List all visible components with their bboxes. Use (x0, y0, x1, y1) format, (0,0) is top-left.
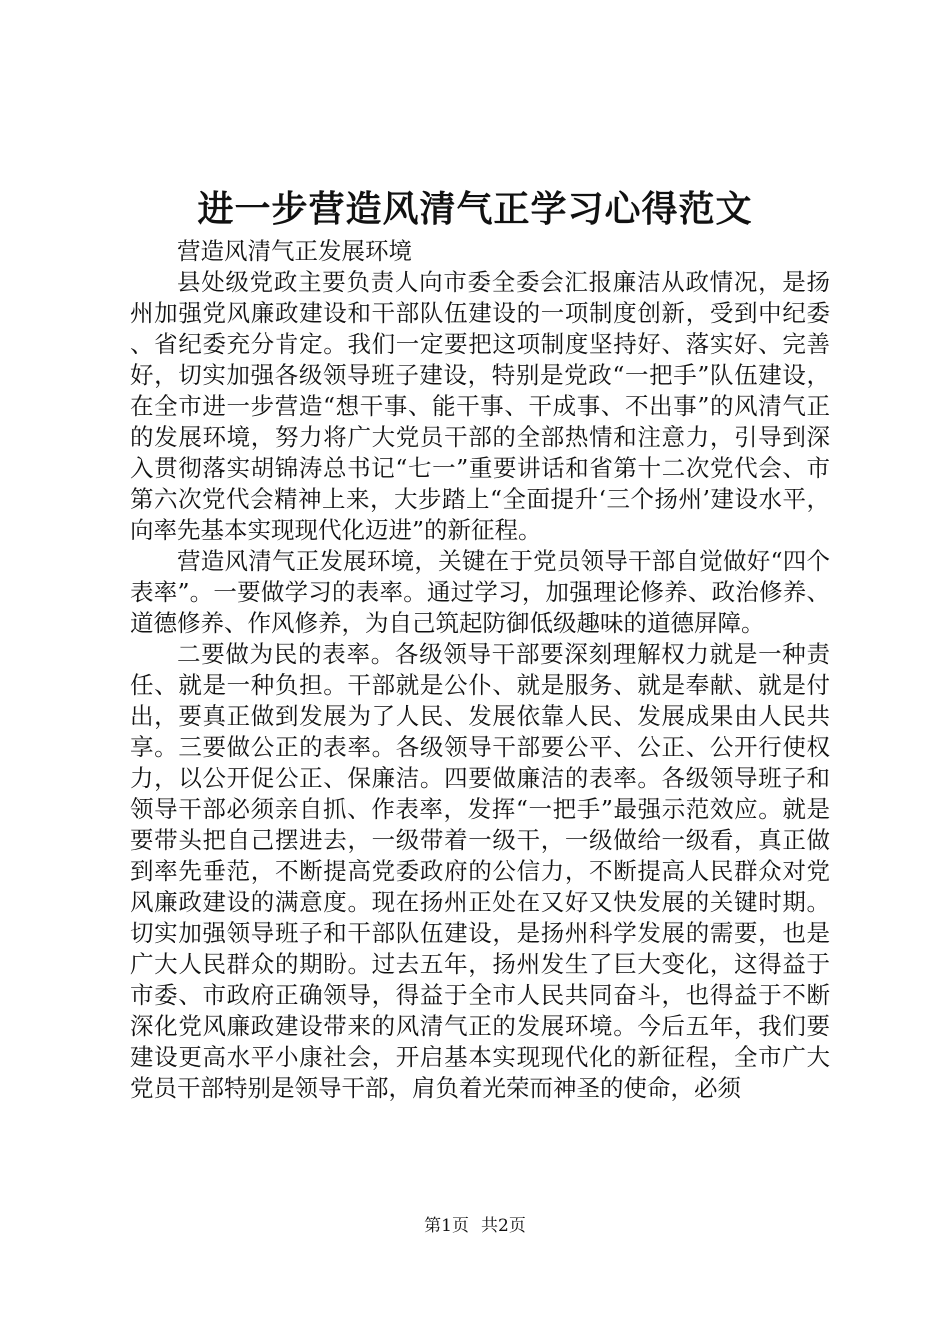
body-paragraph: 县处级党政主要负责人向市委全委会汇报廉洁从政情况，是扬州加强党风廉政建设和干部队伍建设的一项制度创新，受到中纪委、省纪委充分肯定。我们一定要把这项制度坚持好、落实好、完善好，切实加强各级领导班子建设，特别是党政“一把手”队伍建设，在全市进一步营造“想干事、能干事、干成事、不出事”的风清气正的发展环境，努力将广大党员干部的全部热情和注意力，引导到深入贯彻落实胡锦涛总书记“七一”重要讲话和省第十二次党代会、市第六次党代会精神上来，大步踏上“全面提升‘三个扬州’建设水平，向率先基本实现现代化迈进”的新征程。 (130, 268, 830, 544)
document-title: 进一步营造风清气正学习心得范文 (197, 188, 753, 230)
page-number-current: 第1页 (424, 1216, 469, 1236)
document-body (130, 236, 830, 1104)
page-footer (0, 1214, 950, 1238)
subtitle-paragraph: 营造风清气正发展环境 (177, 237, 412, 265)
body-paragraph: 营造风清气正发展环境，关键在于党员领导干部自觉做好“四个表率”。一要做学习的表率。通过学习，加强理论修养、政治修养、道德修养、作风修养，为自己筑起防御低级趣味的道德屏障。 (130, 547, 830, 637)
body-paragraph: 二要做为民的表率。各级领导干部要深刻理解权力就是一种责任、就是一种负担。干部就是公仆、就是服务、就是奉献、就是付出，要真正做到发展为了人民、发展依靠人民、发展成果由人民共享。三要做公正的表率。各级领导干部要公平、公正、公开行使权力，以公开促公正、保廉洁。四要做廉洁的表率。各级领导班子和领导干部必须亲自抓、作表率，发挥“一把手”最强示范效应。就是要带头把自己摆进去，一级带着一级干，一级做给一级看，真正做到率先垂范，不断提高党委政府的公信力，不断提高人民群众对党风廉政建设的满意度。现在扬州正处在又好又快发展的关键时期。切实加强领导班子和干部队伍建设，是扬州科学发展的需要，也是广大人民群众的期盼。过去五年，扬州发生了巨大变化，这得益于市委、市政府正确领导，得益于全市人民共同奋斗，也得益于不断深化党风廉政建设带来的风清气正的发展环境。今后五年，我们要建设更高水平小康社会，开启基本实现现代化的新征程，全市广大党员干部特别是领导干部，肩负着光荣而神圣的使命，必须 (130, 640, 830, 1102)
page-number-total: 共2页 (481, 1216, 526, 1236)
